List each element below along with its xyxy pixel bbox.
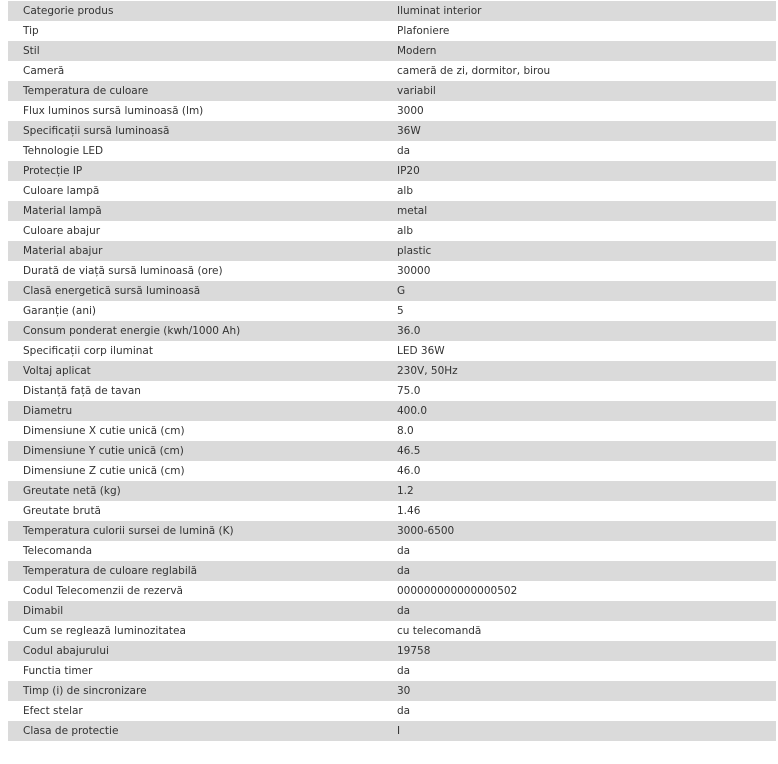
spec-label: Protecție IP (23, 165, 83, 177)
spec-label: Temperatura culorii sursei de lumină (K) (23, 525, 234, 537)
spec-row (8, 1, 776, 21)
spec-label: Dimensiune X cutie unică (cm) (23, 425, 185, 437)
spec-row (8, 701, 776, 721)
spec-value: 000000000000000502 (397, 585, 518, 597)
spec-value: variabil (397, 85, 436, 97)
spec-label: Temperatura de culoare (23, 85, 149, 97)
spec-value: Iluminat interior (397, 5, 482, 17)
spec-label: Functia timer (23, 665, 93, 677)
spec-value: da (397, 145, 411, 157)
spec-row (8, 21, 776, 41)
spec-label: Material abajur (23, 245, 103, 257)
spec-label: Consum ponderat energie (kwh/1000 Ah) (23, 325, 241, 337)
spec-label: Garanție (ani) (23, 305, 97, 317)
spec-value: Modern (397, 45, 437, 57)
spec-label: Distanță față de tavan (23, 385, 141, 397)
spec-value: 230V, 50Hz (397, 365, 458, 377)
spec-label: Telecomanda (23, 545, 93, 557)
spec-row (8, 721, 776, 741)
spec-value: 36.0 (397, 325, 421, 337)
spec-row (8, 61, 776, 81)
spec-row (8, 561, 776, 581)
spec-label: Greutate netă (kg) (23, 485, 121, 497)
spec-row (8, 641, 776, 661)
spec-label: Material lampă (23, 205, 102, 217)
spec-value: 46.0 (397, 465, 421, 477)
spec-label: Timp (i) de sincronizare (23, 685, 147, 697)
spec-row (8, 601, 776, 621)
spec-value: LED 36W (397, 345, 445, 357)
spec-value: 46.5 (397, 445, 421, 457)
spec-label: Durată de viață sursă luminoasă (ore) (23, 265, 223, 277)
spec-row (8, 41, 776, 61)
spec-value: 3000-6500 (397, 525, 455, 537)
spec-row (8, 401, 776, 421)
spec-label: Culoare abajur (23, 225, 101, 237)
spec-value: 5 (397, 305, 404, 317)
spec-value: IP20 (397, 165, 420, 177)
spec-label: Efect stelar (23, 705, 83, 717)
spec-row (8, 341, 776, 361)
spec-label: Greutate brută (23, 505, 101, 517)
spec-label: Codul abajurului (23, 645, 109, 657)
spec-row (8, 521, 776, 541)
spec-value: alb (397, 225, 414, 237)
spec-label: Tehnologie LED (23, 145, 104, 157)
spec-row (8, 621, 776, 641)
spec-value: 19758 (397, 645, 431, 657)
spec-label: Categorie produs (23, 5, 114, 17)
spec-label: Flux luminos sursă luminoasă (lm) (23, 105, 204, 117)
spec-label: Dimensiune Y cutie unică (cm) (23, 445, 184, 457)
spec-label: Diametru (23, 405, 73, 417)
spec-row (8, 361, 776, 381)
spec-label: Voltaj aplicat (23, 365, 91, 377)
spec-row (8, 121, 776, 141)
spec-value: 1.46 (397, 505, 421, 517)
spec-row (8, 421, 776, 441)
spec-label: Dimensiune Z cutie unică (cm) (23, 465, 185, 477)
spec-row (8, 381, 776, 401)
spec-label: Stil (23, 45, 40, 57)
spec-value: da (397, 545, 411, 557)
spec-value: plastic (397, 245, 432, 257)
spec-label: Tip (23, 25, 39, 37)
spec-row (8, 161, 776, 181)
spec-value: Plafoniere (397, 25, 450, 37)
spec-value: G (397, 285, 406, 297)
spec-label: Cum se reglează luminozitatea (23, 625, 186, 637)
spec-value: I (397, 725, 401, 737)
spec-label: Cameră (23, 65, 65, 77)
spec-label: Specificații corp iluminat (23, 345, 153, 357)
spec-value: 400.0 (397, 405, 428, 417)
spec-value: da (397, 565, 411, 577)
spec-row (8, 181, 776, 201)
spec-row (8, 481, 776, 501)
spec-row (8, 201, 776, 221)
spec-row (8, 141, 776, 161)
spec-row (8, 281, 776, 301)
spec-row (8, 661, 776, 681)
spec-row (8, 81, 776, 101)
spec-label: Culoare lampă (23, 185, 100, 197)
spec-value: cameră de zi, dormitor, birou (397, 65, 551, 77)
product-specifications-table (8, 1, 776, 741)
spec-value: 30000 (397, 265, 431, 277)
spec-value: 30 (397, 685, 411, 697)
spec-value: 36W (397, 125, 421, 137)
spec-value: metal (397, 205, 428, 217)
spec-value: da (397, 705, 411, 717)
spec-label: Dimabil (23, 605, 64, 617)
spec-value: 1.2 (397, 485, 414, 497)
spec-value: da (397, 605, 411, 617)
spec-row (8, 221, 776, 241)
spec-value: 75.0 (397, 385, 421, 397)
spec-row (8, 441, 776, 461)
spec-row (8, 501, 776, 521)
spec-row (8, 101, 776, 121)
spec-value: alb (397, 185, 414, 197)
spec-row (8, 581, 776, 601)
spec-value: cu telecomandă (397, 625, 482, 637)
spec-row (8, 301, 776, 321)
spec-row (8, 241, 776, 261)
spec-row (8, 461, 776, 481)
spec-row (8, 321, 776, 341)
spec-label: Clasa de protectie (23, 725, 119, 737)
spec-value: 3000 (397, 105, 424, 117)
spec-value: 8.0 (397, 425, 414, 437)
spec-label: Temperatura de culoare reglabilă (23, 565, 198, 577)
spec-row (8, 541, 776, 561)
spec-label: Clasă energetică sursă luminoasă (23, 285, 201, 297)
spec-label: Specificații sursă luminoasă (23, 125, 170, 137)
spec-row (8, 681, 776, 701)
spec-row (8, 261, 776, 281)
spec-label: Codul Telecomenzii de rezervă (23, 585, 183, 597)
spec-value: da (397, 665, 411, 677)
